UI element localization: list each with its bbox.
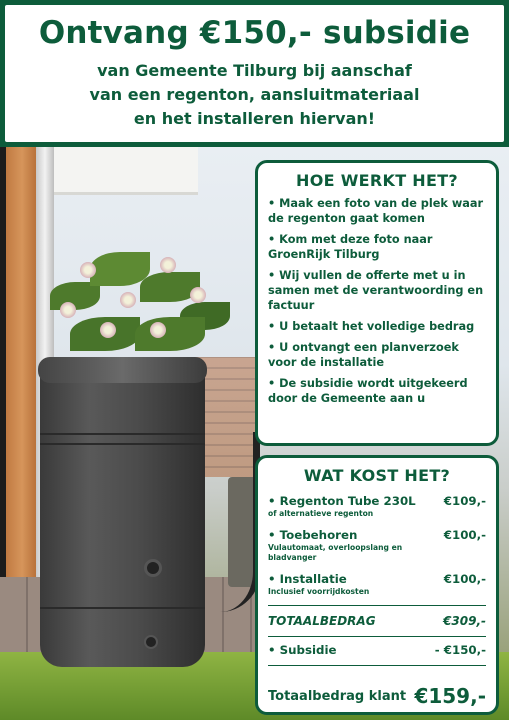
subsidy-value: - €150,- xyxy=(434,643,486,657)
total-row xyxy=(268,614,486,628)
cost-item-note: Inclusief voorrijdkosten xyxy=(268,587,370,596)
cost-item-label: • Installatie xyxy=(268,572,347,586)
step-6: • De subsidie wordt uitgekeerd door de Gemeente aan u xyxy=(268,377,468,405)
step-4: • U betaalt het volledige bedrag xyxy=(268,320,475,333)
photo-plant xyxy=(40,222,240,362)
page-title: Ontvang €150,- subsidie xyxy=(38,15,471,51)
tank-tap xyxy=(144,559,162,577)
cost-item-price: €100,- xyxy=(443,572,486,586)
subsidy-row xyxy=(268,643,486,657)
client-total-row xyxy=(268,684,486,708)
photo-roof xyxy=(48,147,198,195)
subtitle-line-3: en het installeren hiervan! xyxy=(133,109,376,128)
subtitle-line-1: van Gemeente Tilburg bij aanschaf xyxy=(97,61,412,80)
how-it-works-title: HOE WERKT HET? xyxy=(296,171,458,190)
total-value: €309,- xyxy=(443,614,486,628)
step-3: • Wij vullen de offerte met u in samen met de verantwoording en factuur xyxy=(268,269,484,312)
step-1: • Maak een foto van de plek waar de regenton gaat komen xyxy=(268,197,484,225)
cost-card xyxy=(255,455,499,715)
header-subtitle xyxy=(90,59,420,131)
cost-item-regenton xyxy=(268,494,486,508)
cost-title: WAT KOST HET? xyxy=(303,466,451,485)
step-5: • U ontvangt een planverzoek voor de installatie xyxy=(268,341,459,369)
header-box xyxy=(5,5,504,142)
cost-item-price: €100,- xyxy=(443,528,486,542)
divider xyxy=(268,636,486,637)
step-2: • Kom met deze foto naar GroenRijk Tilburg xyxy=(268,233,433,261)
cost-item-note: of alternatieve regenton xyxy=(268,509,374,518)
total-label: TOTAALBEDRAG xyxy=(268,614,376,628)
cost-item-installatie xyxy=(268,572,486,586)
subtitle-line-2: van een regenton, aansluitmateriaal xyxy=(89,85,420,104)
client-total-label: Totaalbedrag klant xyxy=(268,688,407,704)
cost-item-price: €109,- xyxy=(443,494,486,508)
tank-tap-bottom xyxy=(144,635,158,649)
cost-item-label: • Toebehoren xyxy=(268,528,358,542)
tank-rim xyxy=(38,357,207,383)
photo-tank xyxy=(40,357,205,667)
how-it-works-card xyxy=(255,160,499,446)
photo-wood-pillar xyxy=(6,147,38,647)
cost-item-note: Vulautomaat, overloopslang en bladvanger xyxy=(268,543,403,562)
divider xyxy=(268,605,486,606)
photo-hose xyxy=(200,432,260,612)
subsidy-label: • Subsidie xyxy=(268,643,337,657)
client-total-value: €159,- xyxy=(414,684,486,708)
cost-item-toebehoren xyxy=(268,528,486,542)
cost-item-label: • Regenton Tube 230L xyxy=(268,494,416,508)
header-banner xyxy=(0,0,509,147)
divider xyxy=(268,665,486,666)
